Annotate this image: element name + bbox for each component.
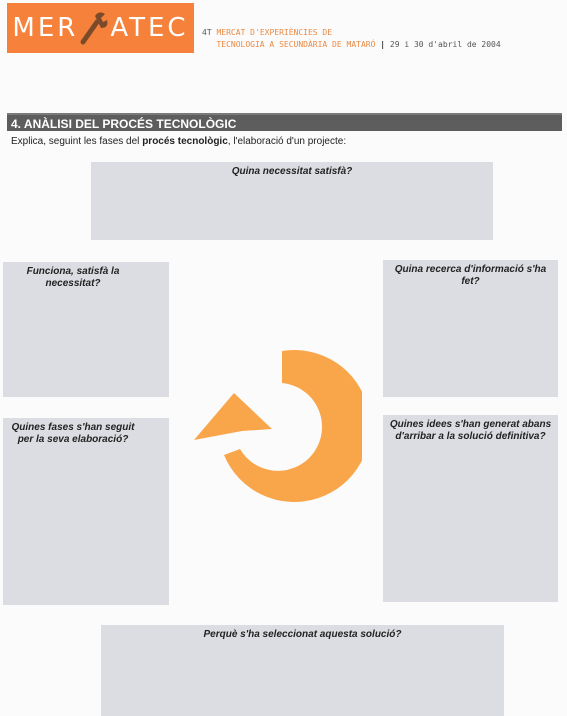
event-title-line1: MERCAT D'EXPERIÈNCIES DE [216, 28, 333, 37]
research-box[interactable] [383, 260, 558, 397]
instruction-text [11, 136, 346, 147]
wrench-icon [79, 8, 109, 48]
ideas-box[interactable] [383, 415, 558, 602]
instruction-suffix: , l'elaboració d'un projecte: [227, 136, 347, 147]
works-question: Funciona, satisfà la necessitat? [26, 266, 120, 289]
logo-text-right: ATEC [110, 13, 189, 43]
instruction-prefix: Explica, seguint les fases del [11, 136, 143, 147]
research-question: Quina recerca d'informació s'ha fet? [394, 264, 547, 287]
mercatec-logo [7, 3, 194, 53]
logo-text-left: MER [12, 13, 79, 43]
need-question: Quina necessitat satisfà? [231, 166, 353, 177]
event-title-line2: TECNOLOGIA A SECUNDÀRIA DE MATARÓ [216, 40, 376, 49]
works-box[interactable] [3, 262, 169, 397]
phases-box[interactable] [3, 418, 169, 605]
event-header [202, 27, 501, 51]
section-title: 4. ANÀLISI DEL PROCÉS TECNOLÒGIC [7, 113, 562, 131]
ideas-question: Quines idees s'han generat abans d'arribar a la solució definitiva? [389, 419, 552, 442]
header-separator: | [380, 40, 386, 49]
phases-question: Quines fases s'han seguit per la seva elaboració? [11, 422, 135, 445]
instruction-bold: procés tecnològic [142, 136, 228, 147]
circular-arrow-icon [190, 345, 362, 503]
need-box[interactable] [91, 162, 493, 240]
selected-question: Perquè s'ha seleccionat aquesta solució? [203, 629, 402, 640]
selected-box[interactable] [101, 625, 504, 716]
event-dates: 29 i 30 d'abril de 2004 [389, 40, 501, 49]
event-number: 4T [202, 28, 212, 37]
